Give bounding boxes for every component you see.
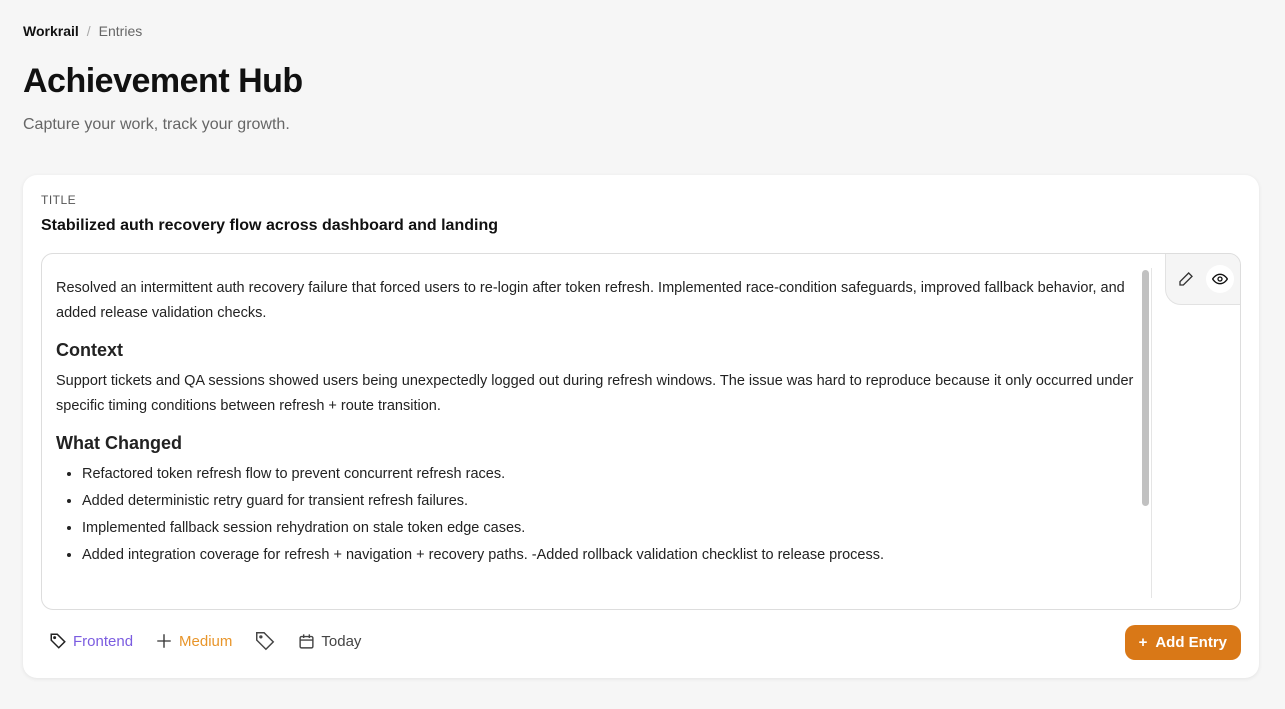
context-heading: Context (56, 340, 123, 360)
pencil-icon (1178, 271, 1194, 287)
add-entry-button[interactable] (1125, 625, 1241, 660)
add-tag-button[interactable] (254, 630, 276, 652)
breadcrumb (23, 23, 142, 39)
title-input[interactable]: Stabilized auth recovery flow across dashboard and landing (41, 217, 498, 234)
changes-heading: What Changed (56, 433, 182, 453)
tag-icon (254, 630, 276, 652)
add-entry-label: Add Entry (1155, 634, 1227, 651)
plus-icon: + (1138, 634, 1148, 651)
date-label: Today (321, 632, 362, 650)
page-title: Achievement Hub (23, 62, 303, 100)
eye-icon (1212, 271, 1228, 287)
entry-card (23, 175, 1259, 678)
list-item: • Refactored token refresh flow to prevent concurrent refresh races. (82, 462, 1136, 487)
editor-mode-toggle (1165, 253, 1241, 305)
date-picker[interactable] (298, 633, 361, 650)
intro-paragraph: Resolved an intermittent auth recovery failure that forced users to re-login after token refresh. Implemented race-condition safeguards, improved fallback behavior, and added release validation checks. (56, 280, 1125, 321)
page-subtitle: Capture your work, track your growth. (23, 116, 290, 133)
priority-label: Medium (179, 632, 233, 650)
preview-button[interactable] (1206, 265, 1234, 293)
description-editor[interactable] (41, 253, 1241, 610)
calendar-icon (298, 633, 315, 650)
entry-meta (49, 630, 383, 652)
plus-icon (155, 632, 173, 650)
breadcrumb-current: Entries (98, 23, 143, 39)
scrollbar[interactable] (1138, 268, 1152, 598)
list-item: • Added deterministic retry guard for transient refresh failures. (82, 489, 1136, 514)
category-tag[interactable] (49, 632, 133, 650)
title-label: TITLE (41, 193, 77, 207)
priority-selector[interactable] (155, 632, 232, 650)
scrollbar-thumb[interactable] (1142, 270, 1149, 506)
tag-icon (49, 632, 67, 650)
list-item: • Implemented fallback session rehydration on stale token edge cases. (82, 516, 1136, 541)
breadcrumb-root[interactable]: Workrail (23, 23, 79, 39)
context-paragraph: Support tickets and QA sessions showed users being unexpectedly logged out during refresh windows. The issue was hard to reproduce because it only occurred under specific timing conditions between refresh + route transition. (56, 373, 1134, 414)
list-item: • Added integration coverage for refresh + navigation + recovery paths. -Added rollback validation checklist to release process. (82, 543, 1136, 568)
edit-button[interactable] (1172, 265, 1200, 293)
category-label: Frontend (73, 632, 134, 650)
breadcrumb-separator: / (86, 23, 91, 39)
editor-content[interactable] (56, 276, 1136, 570)
changes-list (82, 462, 1136, 568)
